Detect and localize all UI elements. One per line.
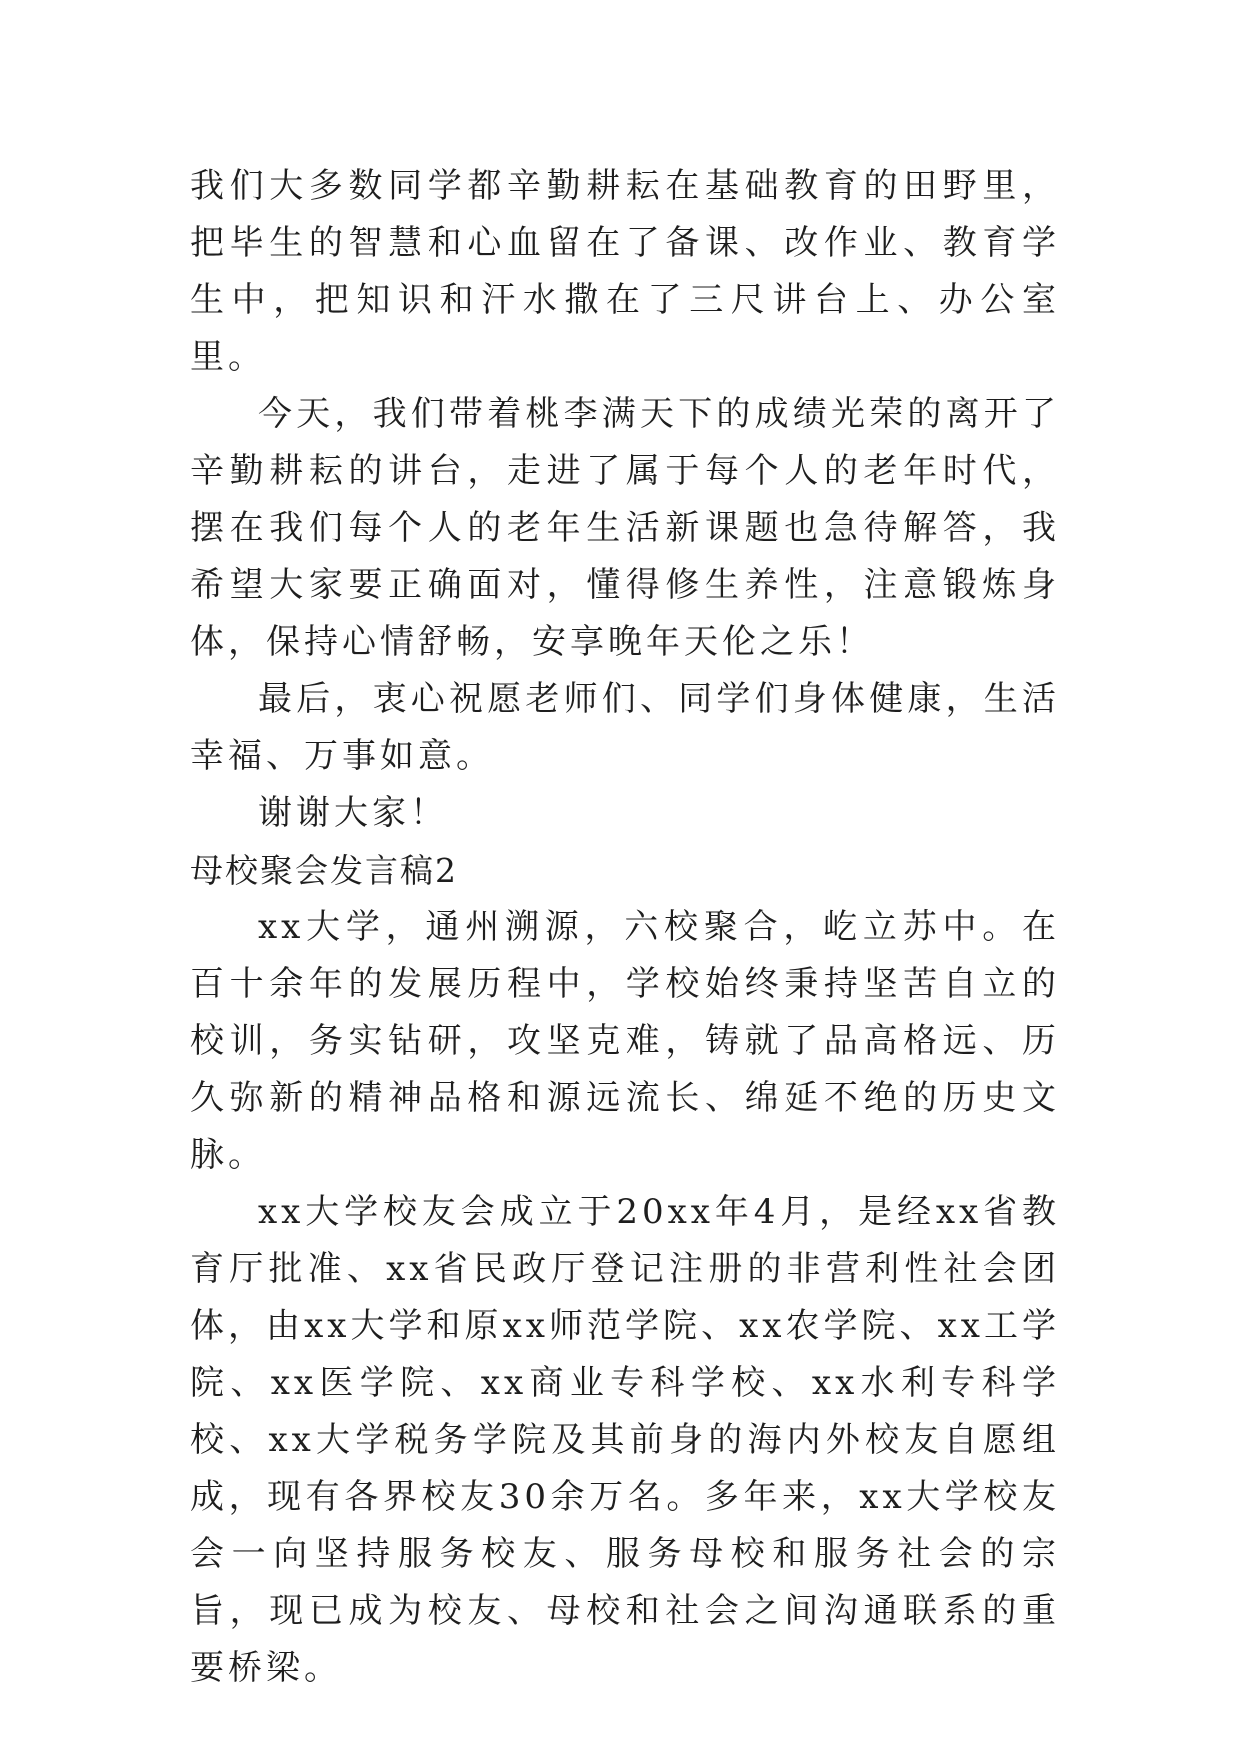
paragraph-alumni-association: xx大学校友会成立于20xx年4月，是经xx省教育厅批准、xx省民政厅登记注册的非营利性社会团体，由xx大学和原xx师范学院、xx农学院、xx工学院、xx医学院、xx商业专科学校、xx水利专科学校、xx大学税务学院及其前身的海内外校友自愿组成，现有各界校友30余万名。多年来，xx大学校友会一向坚持服务校友、服务母校和服务社会的宗旨，现已成为校友、母校和社会之间沟通联系的重要桥梁。: [190, 1192, 1060, 1688]
paragraph-teaching-career: 我们大多数同学都辛勤耕耘在基础教育的田野里，把毕生的智慧和心血留在了备课、改作业、教育学生中，把知识和汗水撒在了三尺讲台上、办公室里。: [190, 166, 1060, 377]
paragraph-retirement: 今天，我们带着桃李满天下的成绩光荣的离开了辛勤耕耘的讲台，走进了属于每个人的老年时代，摆在我们每个人的老年生活新课题也急待解答，我希望大家要正确面对，懂得修生养性，注意锻炼身体，保持心情舒畅，安享晚年天伦之乐！: [190, 394, 1060, 662]
document-body: [190, 158, 1060, 1697]
paragraph-wishes: 最后，衷心祝愿老师们、同学们身体健康，生活幸福、万事如意。: [190, 679, 1060, 776]
paragraph-thanks: 谢谢大家！: [258, 793, 448, 833]
paragraph-university-history: xx大学，通州溯源，六校聚合，屹立苏中。在百十余年的发展历程中，学校始终秉持坚苦自立的校训，务实钻研，攻坚克难，铸就了品高格远、历久弥新的精神品格和源远流长、绵延不绝的历史文脉。: [190, 907, 1060, 1175]
section-title: 母校聚会发言稿2: [190, 851, 458, 890]
